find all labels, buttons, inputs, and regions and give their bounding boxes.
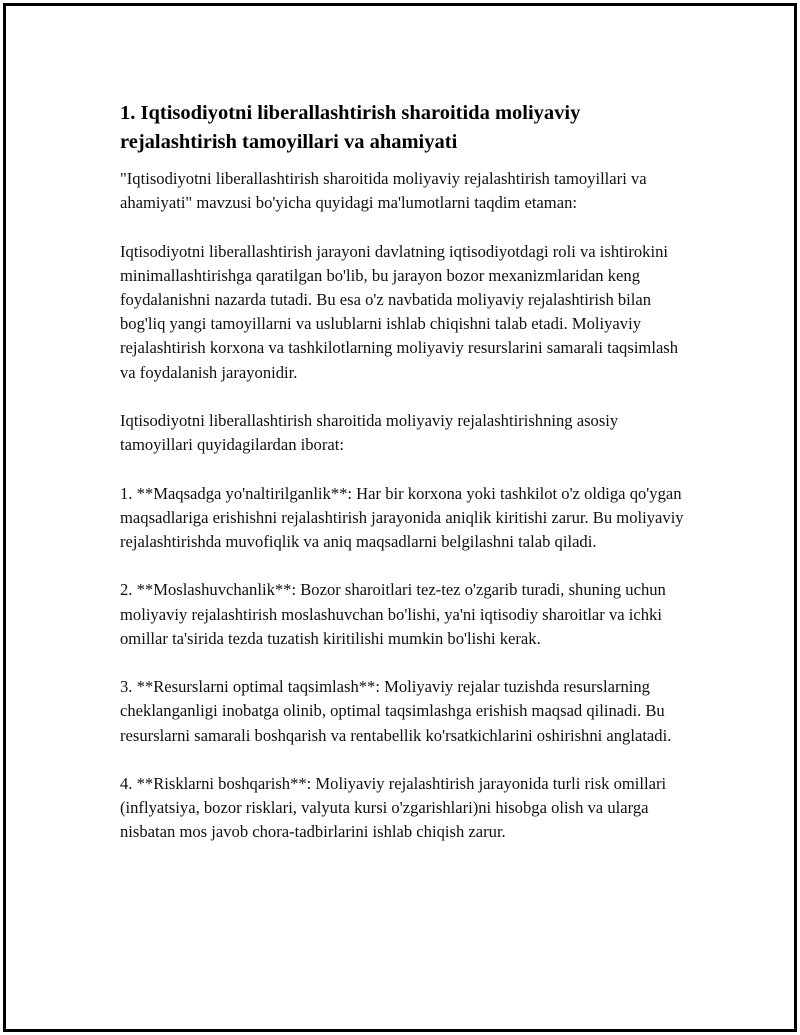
list-item-principle-2: 2. **Moslashuvchanlik**: Bozor sharoitlari tez-tez o'zgarib turadi, shuning uchun moliyaviy rejalashtirish moslashuvchan bo'lishi, ya'ni iqtisodiy sharoitlar va ichki omillar ta'sirida tezda tuzatish kiritilishi mumkin bo'lishi kerak.	[120, 580, 666, 648]
document-body	[120, 99, 690, 869]
list-item-principle-3: 3. **Resurslarni optimal taqsimlash**: Moliyaviy rejalar tuzishda resurslarning cheklanganligi inobatga olinib, optimal taqsimlashga erishish maqsad qilinadi. Bu resurslarni samarali boshqarish va rentabellik ko'rsatkichlarini oshirishni anglatadi.	[120, 677, 672, 745]
list-item-principle-1: 1. **Maqsadga yo'naltirilganlik**: Har bir korxona yoki tashkilot o'z oldiga qo'ygan maqsadlariga erishishni rejalashtirish jarayonida aniqlik kiritishi zarur. Bu moliyaviy rejalashtirishda muvofiqlik va aniq maqsadlarni belgilashni talab qiladi.	[120, 483, 684, 551]
paragraph-intro: "Iqtisodiyotni liberallashtirish sharoitida moliyaviy rejalashtirish tamoyillari va ahamiyati" mavzusi bo'yicha quyidagi ma'lumotlarni taqdim etaman:	[120, 169, 647, 213]
document-title: 1. Iqtisodiyotni liberallashtirish sharoitida moliyaviy rejalashtirish tamoyillari va ahamiyati	[120, 102, 581, 153]
paragraph-liberalization: Iqtisodiyotni liberallashtirish jarayoni davlatning iqtisodiyotdagi roli va ishtirokini minimallashtirishga qaratilgan bo'lib, bu jarayon bozor mexanizmlaridan keng foydalanishni nazarda tutadi. Bu esa o'z navbatida moliyaviy rejalashtirish bilan bog'liq yangi tamoyillarni va uslublarni ishlab chiqishni talab etadi. Moliyaviy rejalashtirish korxona va tashkilotlarning moliyaviy resurslarini samarali taqsimlash va foydalanish jarayonidir.	[120, 241, 679, 382]
page-frame	[3, 3, 797, 1032]
paragraph-principles-intro: Iqtisodiyotni liberallashtirish sharoitida moliyaviy rejalashtirishning asosiy tamoyillari quyidagilardan iborat:	[120, 411, 619, 455]
list-item-principle-4: 4. **Risklarni boshqarish**: Moliyaviy rejalashtirish jarayonida turli risk omillari (inflyatsiya, bozor risklari, valyuta kursi o'zgarishlari)ni hisobga olish va ularga nisbatan mos javob chora-tadbirlarini ishlab chiqish zarur.	[120, 773, 667, 842]
